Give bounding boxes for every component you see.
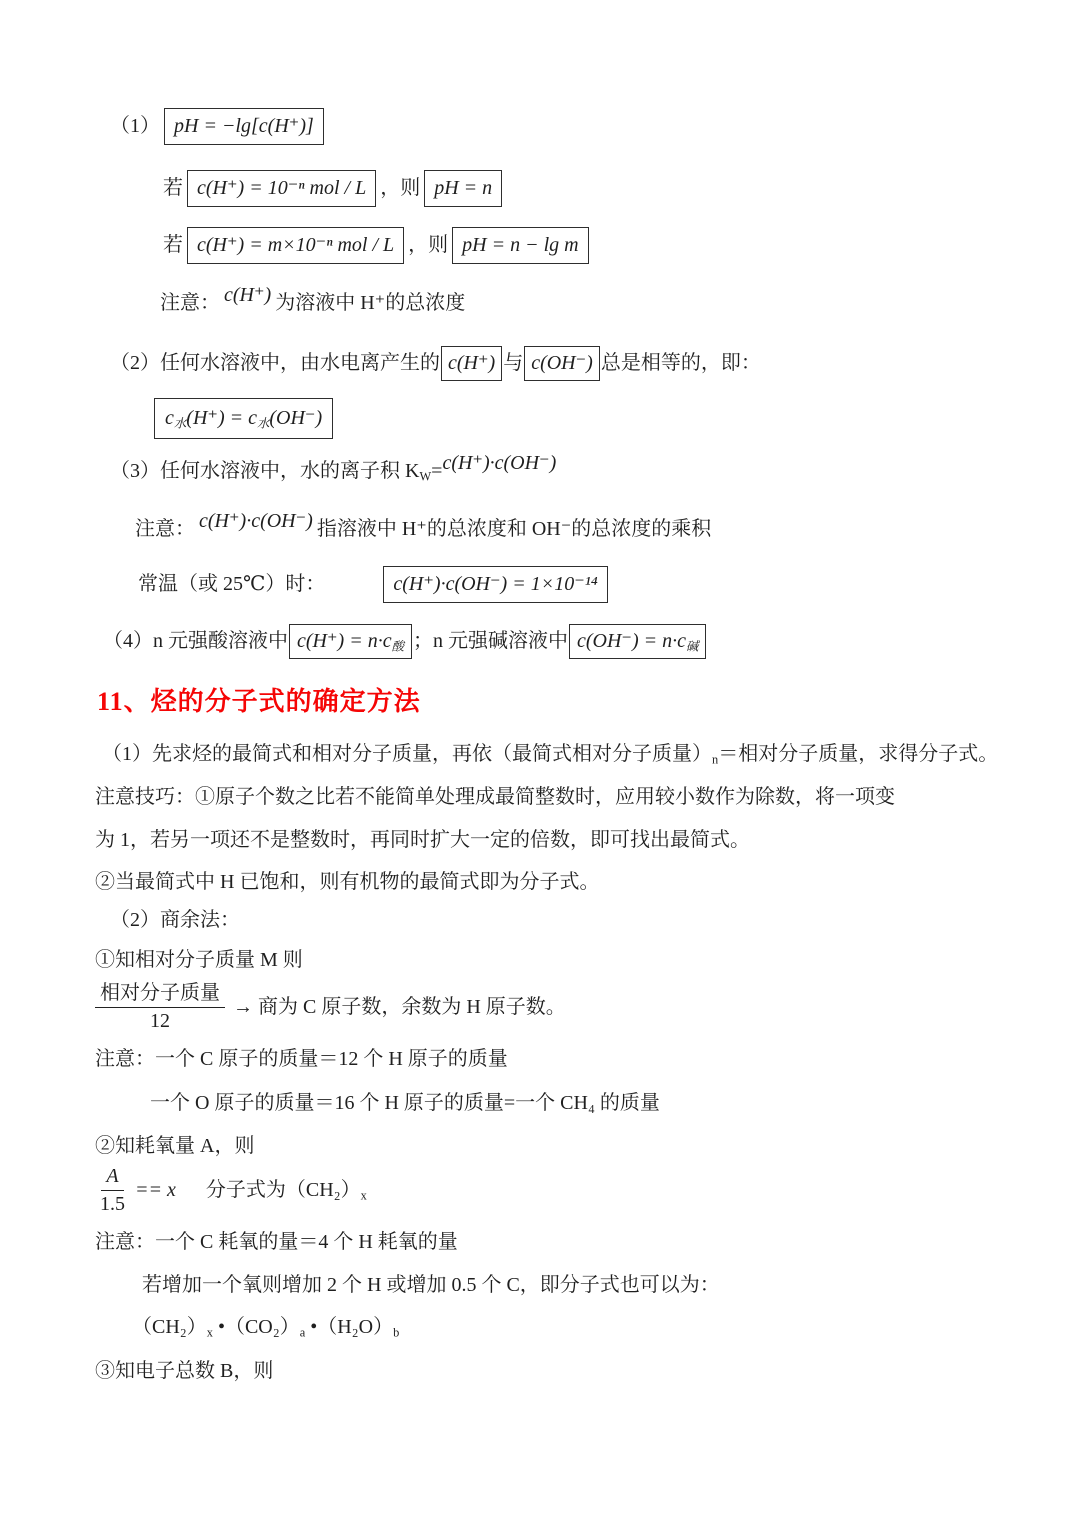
text: ，则 [408,234,449,256]
fraction-numerator: 相对分子质量 [95,982,225,1008]
paragraph-note-c-mass [95,1046,508,1073]
paragraph-add-oxygen [142,1272,720,1299]
boxed-formula-ch-10n: c(H⁺) = 10⁻ⁿ mol / L [187,170,376,207]
paragraph-tips-line1 [95,784,895,811]
text-kw: （3）任何水溶液中，水的离子积 $K_W=$ [110,460,443,484]
boxed-formula-base: $c(OH^-) = n\cdot c_碱$ [569,624,706,659]
text: ②当最简式中 H 已饱和，则有机物的最简式即为分子式。 [95,871,600,893]
paragraph-note-o-mass [150,1090,660,1117]
line-strong-acid-base [103,624,707,659]
line-ph-case1 [163,170,506,207]
text: 一个 O 原子的质量＝16 个 H 原子的质量=一个 CH₄ 的质量 [150,1092,660,1114]
text: 若增加一个氧则增加 2 个 H 或增加 0.5 个 C，即分子式也可以为： [142,1274,720,1296]
equals-x: == x [135,1179,176,1201]
text: 若 [163,177,183,199]
inline-formula-product: c(H⁺)·c(OH⁻) [199,510,313,532]
text: （2）商余法： [110,909,240,931]
line-fraction-oxygen [100,1165,367,1216]
text: ①知相对分子质量 M 则 [95,949,303,971]
text: ②知耗氧量 A，则 [95,1135,255,1157]
fraction-numerator: A [101,1165,123,1191]
note-label: 注意： [135,518,195,540]
boxed-formula-ch: c(H⁺) [441,346,502,381]
paragraph-method1 [102,741,998,768]
fraction-molar-mass-over-12 [95,982,225,1033]
fraction-denominator: 1.5 [100,1193,125,1215]
boxed-formula-cwater: $c_水(H^+) = c_水(OH^-)$ [154,398,333,439]
text: 与 [503,352,524,374]
line-note-kw [135,510,712,543]
line-kw [110,452,560,485]
boxed-formula-kw-value: c(H⁺)·c(OH⁻) = 1×10⁻¹⁴ [383,566,607,603]
line-ph-case2 [163,227,593,264]
line-note-ch-total [160,284,466,317]
text: 注意：一个 C 原子的质量＝12 个 H 原子的质量 [95,1048,508,1070]
boxed-formula-ph-def: pH = −lg[c(H⁺)] [164,108,324,145]
item-label: （1） [110,115,160,137]
text: ；n 元强碱溶液中 [412,630,568,652]
inline-formula-ch: c(H⁺) [224,284,272,306]
line-alt-formula [132,1314,399,1341]
formula-ch2-co2-h2o: $(CH_2)_x$ $•(CO_2)_a$ $•(H_2O)_b$ [132,1316,400,1340]
boxed-formula-ph-n: pH = n [424,170,502,207]
text: 为溶液中 H⁺的总浓度 [275,292,466,314]
text: 注意技巧：①原子个数之比若不能简单处理成最简整数时，应用较小数作为除数，将一项变 [95,786,895,808]
text: 若 [163,234,183,256]
line-cwater-equality [150,398,337,439]
text: （2）任何水溶液中，由水电离产生的 [110,352,440,374]
boxed-formula-ch-m10n: c(H⁺) = m×10⁻ⁿ mol / L [187,227,404,264]
text: ③知电子总数 B，则 [95,1360,274,1382]
text: （1）先求烃的最简式和相对分子质量，再依（最简式相对分子质量）$_n=$相对分子质量，求得分子式。 [102,743,999,767]
text: → 商为 C 原子数，余数为 H 原子数。 [233,996,566,1018]
text: 常温（或 25℃）时： [138,573,326,595]
paragraph-tips-line2 [95,827,750,854]
text: 分子式为$(CH_2)_x$ [205,1179,367,1203]
section-heading: 11、烃的分子式的确定方法 [97,687,421,716]
text: （4）n 元强酸溶液中 [103,630,288,652]
text: 指溶液中 H⁺的总浓度和 OH⁻的总浓度的乘积 [316,518,712,540]
line-water-ionization [110,346,761,381]
paragraph-tip2 [95,869,599,896]
paragraph-known-electrons [95,1358,273,1385]
paragraph-method2-title [110,907,240,934]
line-ph-definition [110,108,328,145]
text: ，则 [380,177,421,199]
inline-formula-kw-product: c(H⁺)·c(OH⁻) [442,452,557,474]
boxed-formula-coh: c(OH⁻) [524,346,600,381]
line-room-temperature [138,566,612,603]
line-fraction-molar-mass [95,982,566,1033]
note-label: 注意： [160,292,220,314]
text: 总是相等的，即： [600,352,761,374]
paragraph-known-oxygen [95,1133,254,1160]
text: 注意：一个 C 耗氧的量＝4 个 H 耗氧的量 [95,1231,458,1253]
fraction-denominator: 12 [150,1010,170,1032]
fraction-a-over-1-5 [100,1165,125,1216]
paragraph-note-oxygen-ratio [95,1229,458,1256]
paragraph-known-molar-mass [95,947,303,974]
boxed-formula-ph-nlgm: pH = n − lg m [452,227,588,264]
text: 为 1，若另一项还不是整数时，再同时扩大一定的倍数，即可找出最简式。 [95,829,750,851]
boxed-formula-acid: $c(H^+) = n\cdot c_酸$ [289,624,412,659]
